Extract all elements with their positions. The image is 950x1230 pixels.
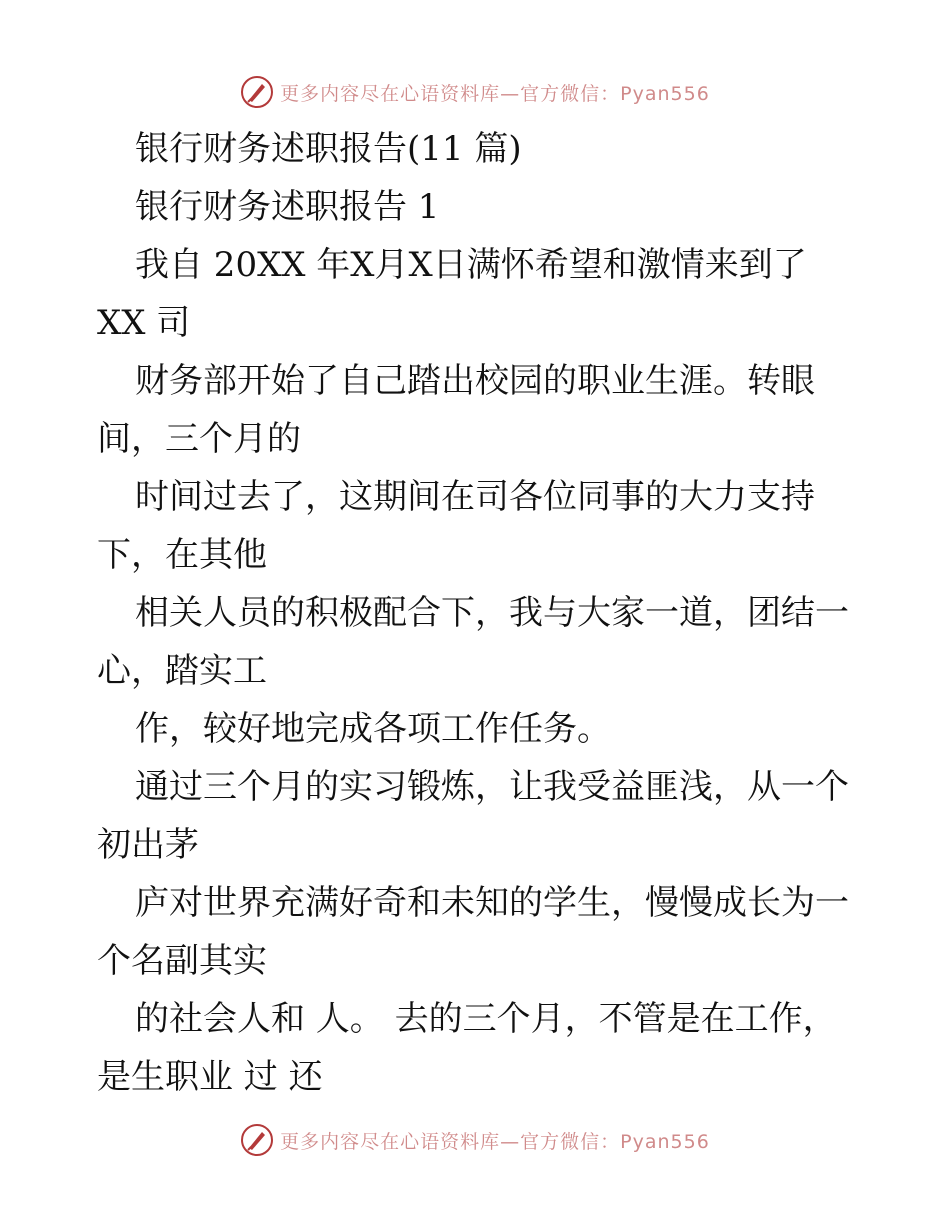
quill-logo-icon xyxy=(240,1123,274,1157)
header-banner-text: 更多内容尽在心语资料库—官方微信：Pyan556 xyxy=(280,82,710,105)
doc-line: 是生职业 过 还 xyxy=(97,1057,323,1097)
doc-line: 作，较好地完成各项工作任务。 xyxy=(135,709,611,749)
doc-line: 时间过去了，这期间在司各位同事的大力支持 xyxy=(135,477,815,517)
doc-line: 通过三个月的实习锻炼，让我受益匪浅，从一个 xyxy=(135,767,849,807)
doc-line: 我自 20XX 年X月X日满怀希望和激情来到了 xyxy=(135,245,807,285)
doc-line: 财务部开始了自己踏出校园的职业生涯。转眼 xyxy=(135,361,815,401)
header-banner xyxy=(0,72,950,112)
doc-line: 个名副其实 xyxy=(97,941,267,981)
footer-banner-text: 更多内容尽在心语资料库—官方微信：Pyan556 xyxy=(280,1130,710,1153)
quill-logo-icon xyxy=(240,75,274,109)
doc-line: XX 司 xyxy=(97,303,191,343)
doc-line: 初出茅 xyxy=(97,825,199,865)
footer-banner xyxy=(0,1120,950,1160)
doc-line: 庐对世界充满好奇和未知的学生，慢慢成长为一 xyxy=(135,883,849,923)
doc-line: 银行财务述职报告(11 篇) xyxy=(135,129,522,169)
doc-line: 相关人员的积极配合下，我与大家一道，团结一 xyxy=(135,593,849,633)
document-body xyxy=(97,120,917,1106)
doc-line: 银行财务述职报告 1 xyxy=(135,187,440,227)
doc-line: 下，在其他 xyxy=(97,535,267,575)
doc-line: 的社会人和 人。 去的三个月，不管是在工作， xyxy=(135,999,837,1039)
doc-line: 间，三个月的 xyxy=(97,419,301,459)
doc-line: 心，踏实工 xyxy=(97,651,267,691)
